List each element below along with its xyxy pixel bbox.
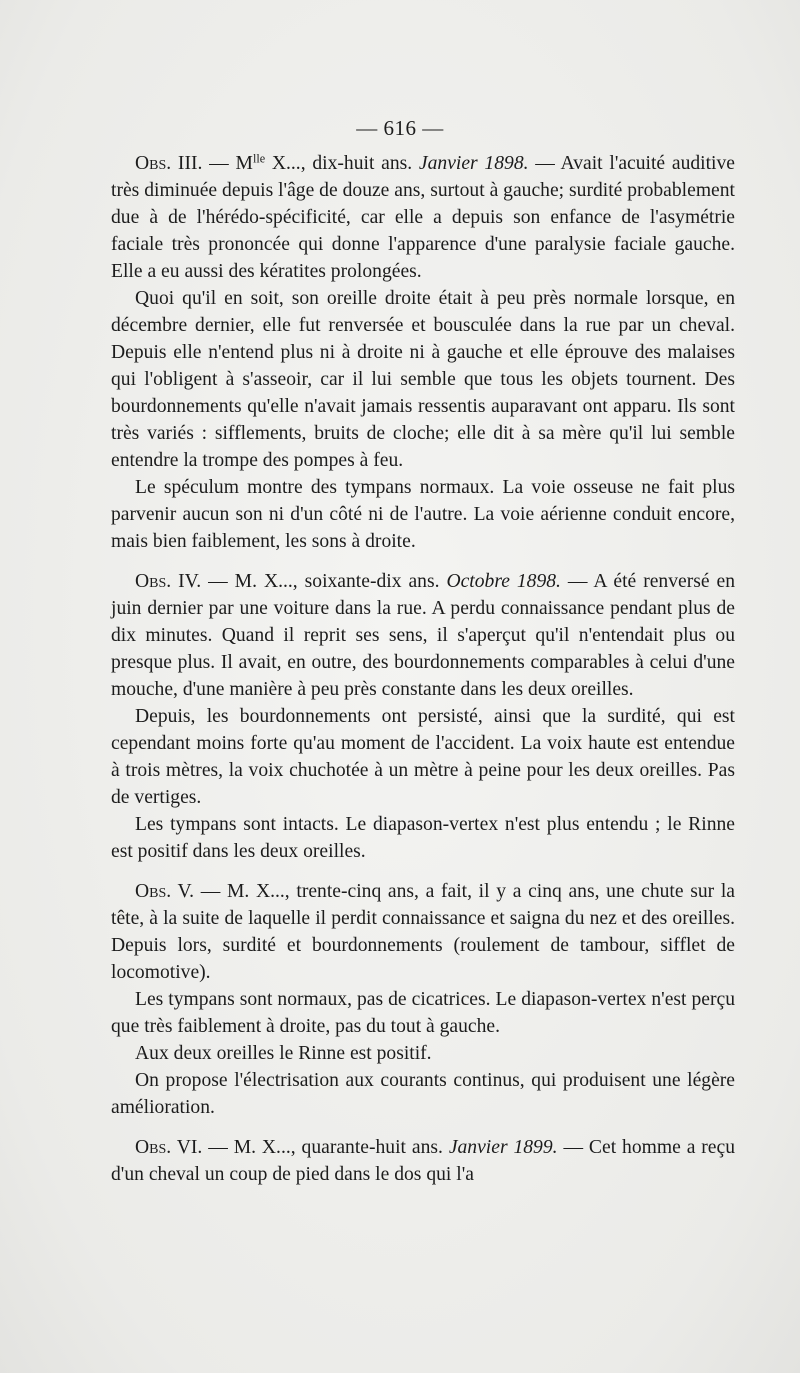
obs-date: Janvier 1899. (448, 1137, 558, 1158)
obs-label: Obs. VI. (135, 1137, 203, 1158)
paragraph: Les tympans sont intacts. Le diapason-vertex n'est plus entendu ; le Rinne est positif dans les deux oreilles. (111, 814, 735, 862)
obs-4-heading-paragraph: Obs. IV. — M. X..., soixante-dix ans. Octobre 1898. — A été renversé en juin dernier par une voiture dans la rue. A perdu connaissance pendant plus de dix minutes. Quand il reprit ses sens, il s'aperçut qu'il n'entendait plus ou presque plus. Il avait, en outre, des bourdonnements comparables à celui d'une mouche, d'une manière à peu près constante dans les deux oreilles. (111, 571, 736, 700)
obs-date: Octobre 1898. (446, 571, 561, 592)
obs-3-heading-paragraph: Obs. III. — $M^{lle}$ X..., dix-huit ans. Janvier 1898. — Avait l'acuité auditive très diminuée depuis l'âge de douze ans, surtout à gauche; surdité probablement due à de l'hérédo-spécificité, car elle a depuis son enfance de l'asymétrie faciale très prononcée qui donne l'apparence d'une paralysie faciale gauche. Elle a eu aussi des kératites prolongées. (111, 151, 735, 282)
obs-date: Janvier 1898. (418, 153, 529, 174)
page-text (111, 150, 735, 1188)
paragraph: On propose l'électrisation aux courants continus, qui produisent une légère amélioration. (111, 1070, 735, 1118)
paragraph: Le spéculum montre des tympans normaux. La voie osseuse ne fait plus parvenir aucun son ni d'un côté ni de l'autre. La voie aérienne conduit encore, mais bien faiblement, les sons à droite. (111, 477, 735, 552)
paragraph: Quoi qu'il en soit, son oreille droite était à peu près normale lorsque, en décembre dernier, elle fut renversée et bousculée dans la rue par un cheval. Depuis elle n'entend plus ni à droite ni à gauche et elle éprouve des malaises qui l'obligent à s'asseoir, car il lui semble que tous les objets tournent. Des bourdonnements qu'elle n'avait jamais ressentis auparavant ont apparu. Ils sont très variés : sifflements, bruits de cloche; elle dit à sa mère qu'il lui semble entendre la trompe des pompes à feu. (111, 288, 735, 471)
page-number: — 616 — (356, 116, 444, 140)
obs-label: Obs. IV. (135, 571, 202, 592)
obs-label: Obs. III. (135, 153, 203, 174)
obs-label: Obs. V. (135, 881, 195, 902)
paragraph: Les tympans sont normaux, pas de cicatrices. Le diapason-vertex n'est perçu que très faiblement à droite, pas du tout à gauche. (111, 989, 735, 1037)
obs-6-heading-paragraph: Obs. VI. — M. X..., quarante-huit ans. Janvier 1899. — Cet homme a reçu d'un cheval un coup de pied dans le dos qui l'a (111, 1137, 736, 1185)
paragraph: Aux deux oreilles le Rinne est positif. (135, 1043, 432, 1064)
obs-5-heading-paragraph: Obs. V. — M. X..., trente-cinq ans, a fait, il y a cinq ans, une chute sur la tête, à la suite de laquelle il perdit connaissance et saigna du nez et des oreilles. Depuis lors, surdité et bourdonnements (roulement de tambour, sifflet de locomotive). (111, 881, 735, 983)
paragraph: Depuis, les bourdonnements ont persisté, ainsi que la surdité, qui est cependant moins forte qu'au moment de l'accident. La voix haute est entendue à trois mètres, la voix chuchotée à un mètre à peine pour les deux oreilles. Pas de vertiges. (111, 706, 735, 808)
